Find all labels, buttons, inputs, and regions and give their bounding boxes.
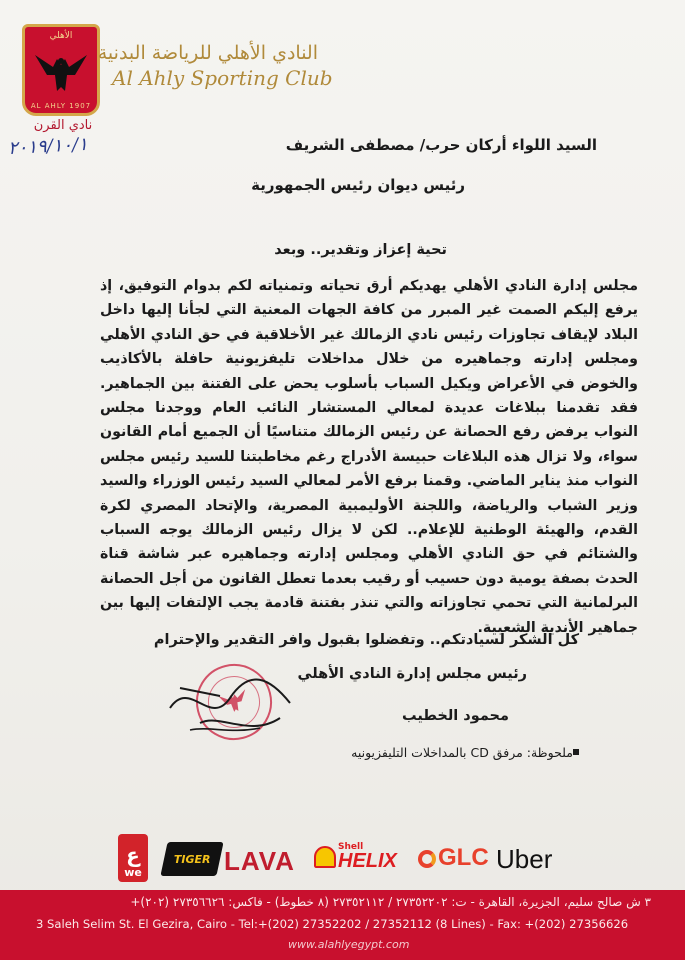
al-ahly-logo: [22, 24, 100, 116]
eagle-icon: [31, 45, 91, 101]
we-label: we: [124, 866, 142, 879]
attachment-note: ملحوظة: مرفق CD بالمداخلات التليفزيونيه: [351, 745, 573, 760]
note-bullet-icon: [573, 749, 579, 755]
logo-year: AL AHLY 1907: [30, 102, 92, 110]
tiger-logo: [160, 842, 223, 876]
club-of-century-label: نادي القرن: [33, 118, 93, 133]
lava-logo: LAVA: [224, 846, 295, 876]
shell-icon: [314, 846, 336, 868]
tiger-label: TIGER: [173, 852, 211, 866]
club-name-arabic: النادي الأهلي للرياضة البدنية: [97, 42, 318, 64]
logo-band: الأهلي: [49, 31, 73, 41]
glc-icon: [418, 850, 436, 868]
signer-name: محمود الخطيب: [402, 708, 509, 724]
footer-bar: [0, 890, 685, 960]
addressee: السيد اللواء أركان حرب/ مصطفى الشريف: [285, 136, 597, 154]
signer-role: رئيس مجلس إدارة النادي الأهلي: [297, 666, 527, 682]
footer-address-arabic: ٣ ش صالح سليم، الجزيرة، القاهرة - ت: ٢٧٣٥٢٢٠٢ / ٢٧٣٥٢١١٢ (٨ خطوط) - فاكس: ٢٧٣٥٦٦٢٦ (٢٠٢)+: [130, 895, 651, 909]
handwritten-signature: [160, 668, 310, 748]
shell-label: Shell: [338, 842, 364, 852]
uber-logo: Uber: [496, 844, 553, 874]
we-glyph: ع: [126, 843, 140, 867]
sponsor-strip: [100, 834, 570, 886]
footer-address-english: 3 Saleh Selim St. El Gezira, Cairo - Tel:+(202) 27352202 / 27352112 (8 Lines) - Fax: +(202) 27356626: [36, 917, 629, 931]
club-name-english: Al Ahly Sporting Club: [112, 66, 333, 90]
handwritten-date: ٢٠١٩/١٠/١: [7, 133, 89, 160]
glc-logo: GLC: [438, 844, 489, 871]
letter-body: مجلس إدارة النادي الأهلي يهديكم أرق تحياته وتمنياته لكم بدوام التوفيق، إذ يرفع إليكم الصمت غير المبرر من كافة الجهات المعنية التي لجأنا إليها داخل البلاد لإيقاف تجاوزات رئيس نادي الزمالك غير الأخلاقية في حق النادي الأهلي ومجلس إدارته وجماهيره من خلال مداخلات تليفزيونية حافلة بالأكاذيب والخوض في الأعراض ويكيل السباب بأسلوب يحض على الفتنة بين الجماهير. فقد تقدمنا ببلاغات عديدة لمعالي المستشار النائب العام ووجدنا مجلس النواب يرفض رفع الحصانة عن رئيس الزمالك متناسيًا أن الجميع أمام القانون سواء، ولا تزال هذه البلاغات حبيسة الأدراج رغم مخاطبتنا للسيد رئيس مجلس النواب منذ يناير الماضي. وقمنا برفع الأمر لمعالي السيد رئيس الوزراء والسيد وزير الشباب والرياضة، واللجنة الأوليمبية المصرية، والإتحاد المصري لكرة القدم، والهيئة الوطنية للإعلام.. لكن لا يزال رئيس الزمالك يوجه السباب والشتائم في حق النادي الأهلي ومجلس إدارته وجماهيره عبر شاشة قناة الحدث بصفة يومية دون حسيب أو رقيب بعدما تعطل القانون من أجل الحصانة البرلمانية التي تحمي تجاوزاته والتي تنذر بفتنة قادمة يجب الإلتفات إليها بين جماهير الأندية الشعبية.: [100, 278, 638, 636]
addressee-title: رئيس ديوان رئيس الجمهورية: [251, 176, 465, 194]
closing-line: كل الشكر لسيادتكم.. وتفضلوا بقبول وافر التقدير والإحترام: [153, 632, 579, 648]
we-logo: [118, 834, 148, 882]
greeting: تحية إعزاز وتقدير.. وبعد: [274, 242, 447, 258]
footer-website: www.alahlyegypt.com: [288, 938, 410, 951]
helix-logo: HELIX: [338, 850, 397, 872]
